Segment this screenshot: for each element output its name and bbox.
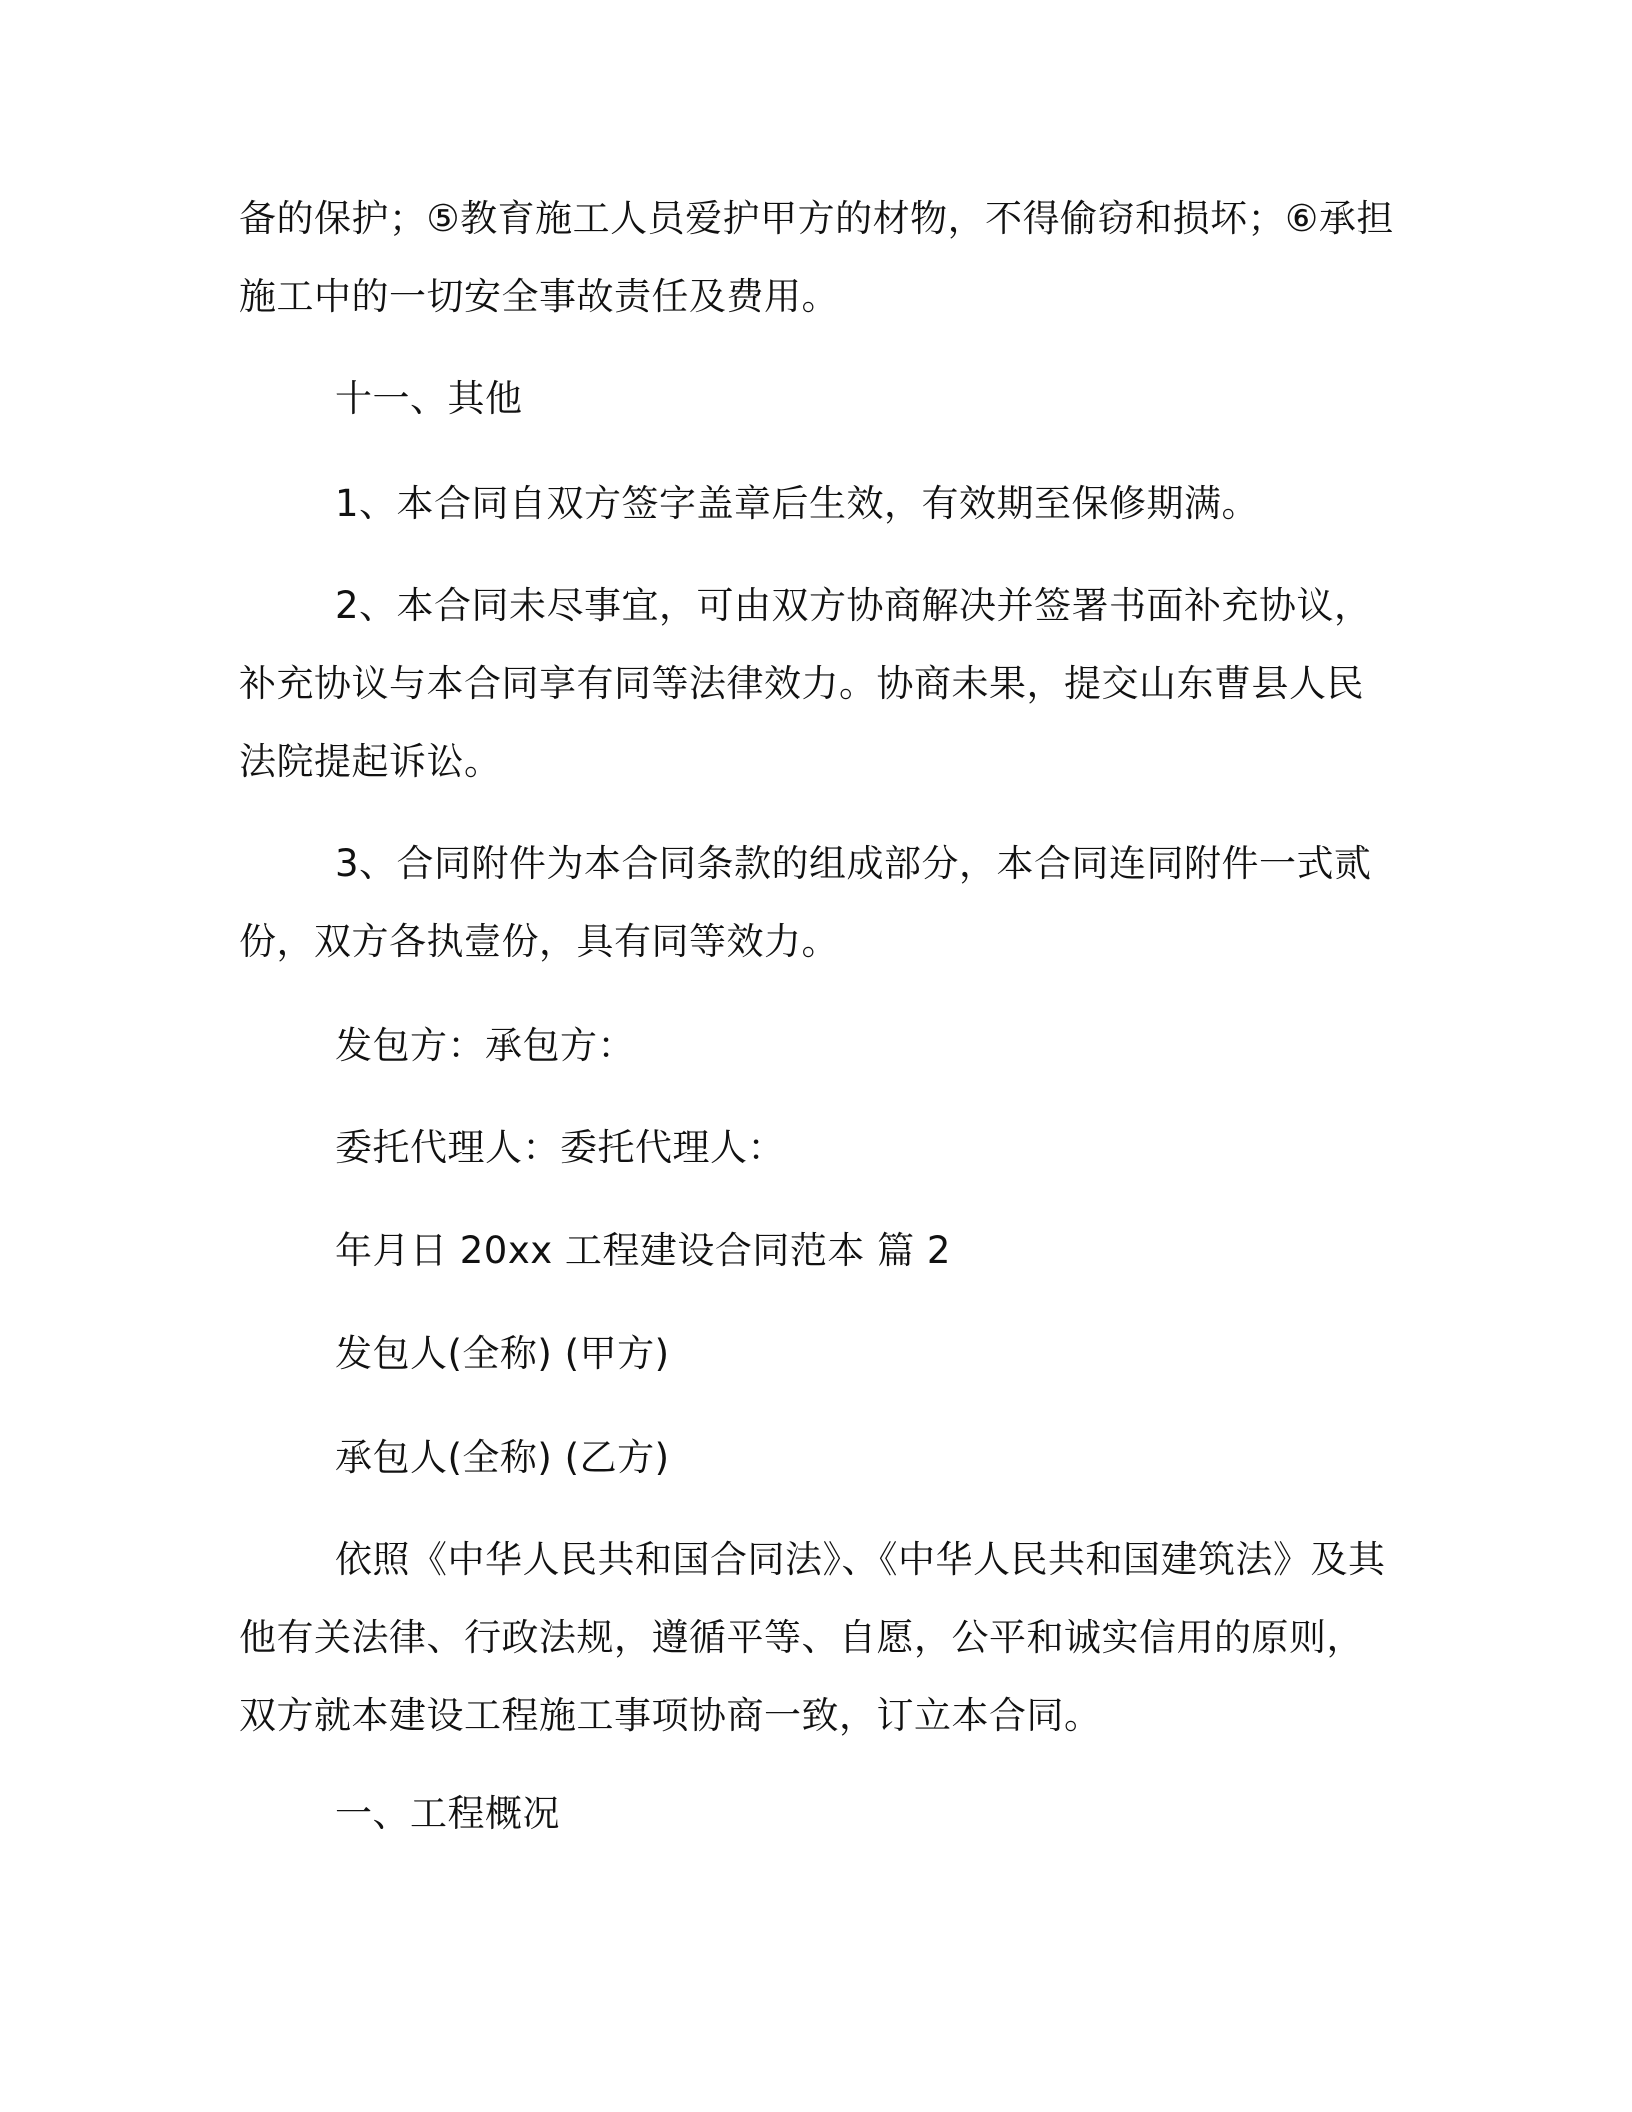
section-heading-project-overview: 一、工程概况 [335, 1792, 560, 1835]
legal-basis-paragraph: 依照《中华人民共和国合同法》、《中华人民共和国建筑法》及其他有关法律、行政法规，遵循平等、自愿，公平和诚实信用的原则，双方就本建设工程施工事项协商一致，订立本合同。 [239, 1538, 1386, 1737]
signature-parties: 发包方：承包方： [335, 1024, 635, 1067]
paragraph-effective-date: 1、本合同自双方签字盖章后生效，有效期至保修期满。 [335, 482, 1260, 525]
section-heading-other: 十一、其他 [335, 377, 523, 420]
contractor-line: 承包人(全称) (乙方) [335, 1436, 670, 1479]
signature-agents: 委托代理人：委托代理人： [335, 1126, 785, 1169]
paragraph-safety-responsibility: 备的保护；⑤教育施工人员爱护甲方的材物，不得偷窃和损坏；⑥承担施工中的一切安全事故责任及费用。 [239, 197, 1394, 318]
contract-template-title: 年月日 20xx 工程建设合同范本 篇 2 [335, 1229, 951, 1272]
paragraph-supplementary-agreement: 2、本合同未尽事宜，可由双方协商解决并签署书面补充协议，补充协议与本合同享有同等法律效力。协商未果，提交山东曹县人民法院提起诉讼。 [239, 584, 1372, 783]
paragraph-attachments: 3、合同附件为本合同条款的组成部分，本合同连同附件一式贰份，双方各执壹份，具有同等效力。 [239, 842, 1372, 963]
employer-line: 发包人(全称) (甲方) [335, 1332, 670, 1375]
